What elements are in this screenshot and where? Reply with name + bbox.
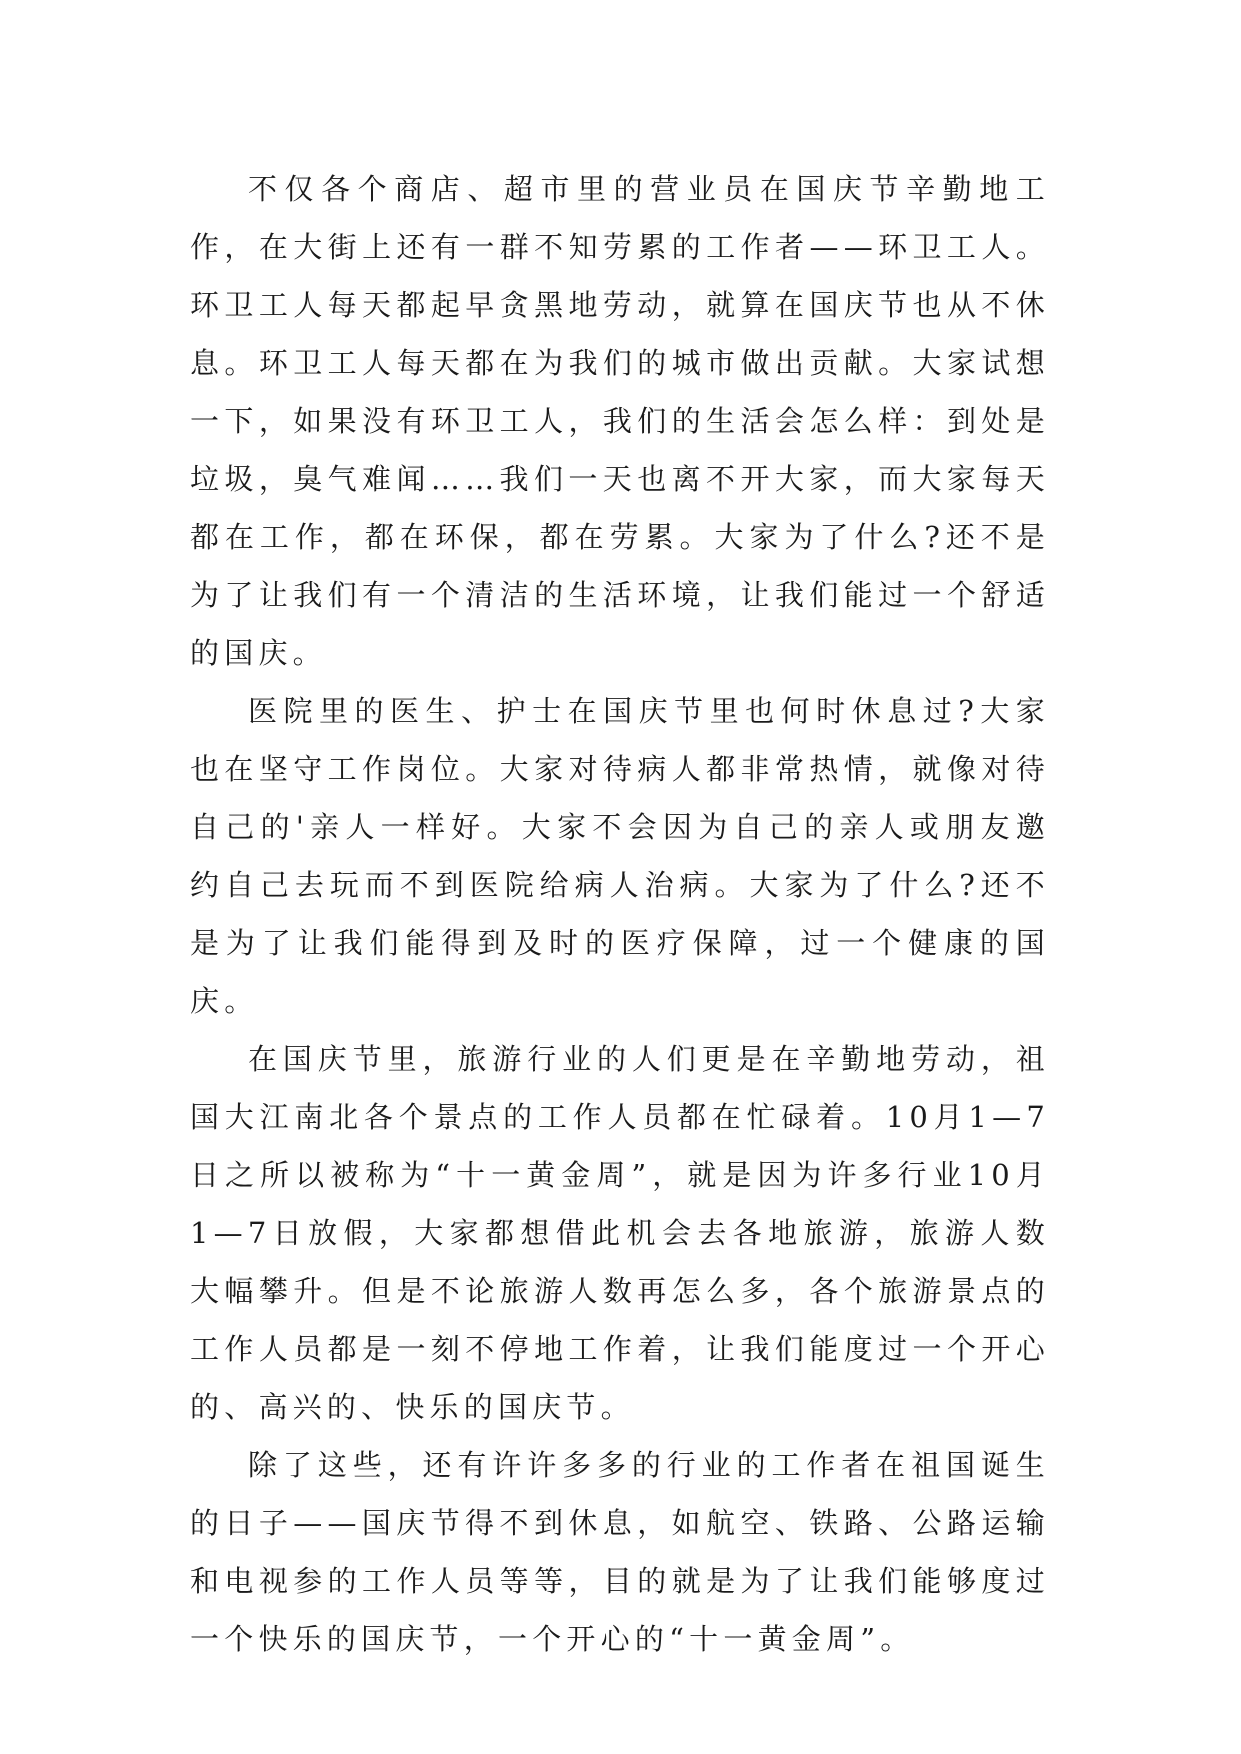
paragraph-other-workers: 除了这些，还有许许多多的行业的工作者在祖国诞生的日子——国庆节得不到休息，如航空、铁路、公路运输和电视参的工作人员等等，目的就是为了让我们能够度过一个快乐的国庆节，一个开心的“十一黄金周”。 [190, 1448, 1050, 1656]
paragraph-hospital-staff: 医院里的医生、护士在国庆节里也何时休息过?大家也在坚守工作岗位。大家对待病人都非常热情，就像对待自己的'亲人一样好。大家不会因为自己的亲人或朋友邀约自己去玩而不到医院给病人治病。大家为了什么?还不是为了让我们能得到及时的医疗保障，过一个健康的国庆。 [190, 694, 1050, 1018]
paragraph-tourism-workers: 在国庆节里，旅游行业的人们更是在辛勤地劳动，祖国大江南北各个景点的工作人员都在忙碌着。10月1—7日之所以被称为“十一黄金周”，就是因为许多行业10月1—7日放假，大家都想借此机会去各地旅游，旅游人数大幅攀升。但是不论旅游人数再怎么多，各个旅游景点的工作人员都是一刻不停地工作着，让我们能度过一个开心的、高兴的、快乐的国庆节。 [190, 1042, 1050, 1424]
document-body [190, 160, 1050, 1668]
paragraph-sanitation-workers: 不仅各个商店、超市里的营业员在国庆节辛勤地工作，在大街上还有一群不知劳累的工作者——环卫工人。环卫工人每天都起早贪黑地劳动，就算在国庆节也从不休息。环卫工人每天都在为我们的城市做出贡献。大家试想一下，如果没有环卫工人，我们的生活会怎么样：到处是垃圾，臭气难闻……我们一天也离不开大家，而大家每天都在工作，都在环保，都在劳累。大家为了什么?还不是为了让我们有一个清洁的生活环境，让我们能过一个舒适的国庆。 [190, 172, 1050, 670]
